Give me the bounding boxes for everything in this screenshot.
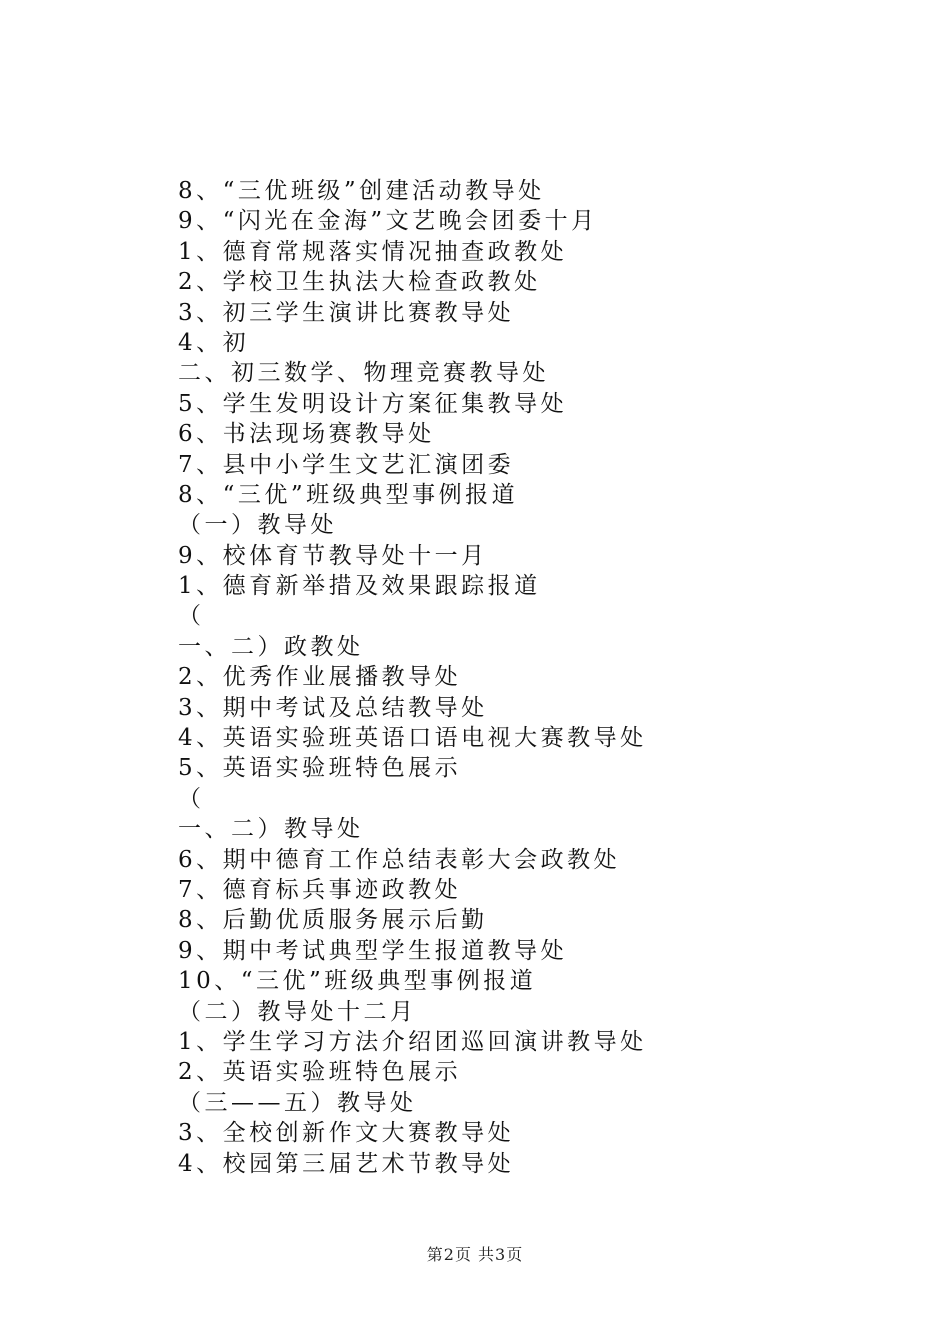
text-line: 7、县中小学生文艺汇演团委 bbox=[178, 451, 515, 478]
text-line: 6、期中德育工作总结表彰大会政教处 bbox=[178, 846, 621, 873]
text-line: （三——五）教导处 bbox=[178, 1089, 417, 1116]
text-line: 一、二）政教处 bbox=[178, 633, 364, 660]
text-line: 8、后勤优质服务展示后勤 bbox=[178, 907, 488, 934]
text-line: 9、期中考试典型学生报道教导处 bbox=[178, 937, 568, 964]
text-line: 3、初三学生演讲比赛教导处 bbox=[178, 299, 515, 326]
text-line: 9、“闪光在金海”文艺晚会团委十月 bbox=[178, 208, 598, 235]
text-line: （ bbox=[178, 603, 205, 630]
text-line: 4、校园第三届艺术节教导处 bbox=[178, 1150, 515, 1177]
text-line: 2、英语实验班特色展示 bbox=[178, 1059, 462, 1086]
text-line: 二、初三数学、物理竞赛教导处 bbox=[178, 360, 549, 387]
text-line: 3、全校创新作文大赛教导处 bbox=[178, 1120, 515, 1147]
page-number-footer: 第2页 共3页 bbox=[426, 1245, 524, 1264]
text-line: 6、书法现场赛教导处 bbox=[178, 421, 435, 448]
text-line: 2、学校卫生执法大检查政教处 bbox=[178, 269, 541, 296]
text-line: 1、德育新举措及效果跟踪报道 bbox=[178, 573, 541, 600]
text-line: （一）教导处 bbox=[178, 512, 337, 539]
text-line: 4、初 bbox=[178, 329, 250, 356]
text-line: 10、“三优”班级典型事例报道 bbox=[178, 968, 537, 995]
text-line: 5、学生发明设计方案征集教导处 bbox=[178, 390, 568, 417]
text-line: 8、“三优班级”创建活动教导处 bbox=[178, 178, 545, 204]
text-line: 3、期中考试及总结教导处 bbox=[178, 694, 488, 721]
text-line: 1、德育常规落实情况抽查政教处 bbox=[178, 238, 568, 265]
text-line: 4、英语实验班英语口语电视大赛教导处 bbox=[178, 725, 647, 752]
text-line: 5、英语实验班特色展示 bbox=[178, 755, 462, 782]
text-line: 1、学生学习方法介绍团巡回演讲教导处 bbox=[178, 1028, 647, 1055]
text-line: 2、优秀作业展播教导处 bbox=[178, 664, 462, 691]
text-line: 7、德育标兵事迹政教处 bbox=[178, 876, 462, 903]
text-line: 一、二）教导处 bbox=[178, 816, 364, 843]
document-body bbox=[178, 176, 898, 1179]
text-line: 8、“三优”班级典型事例报道 bbox=[178, 481, 519, 508]
text-line: 9、校体育节教导处十一月 bbox=[178, 542, 488, 569]
text-line: （二）教导处十二月 bbox=[178, 998, 417, 1025]
text-line: （ bbox=[178, 785, 205, 812]
